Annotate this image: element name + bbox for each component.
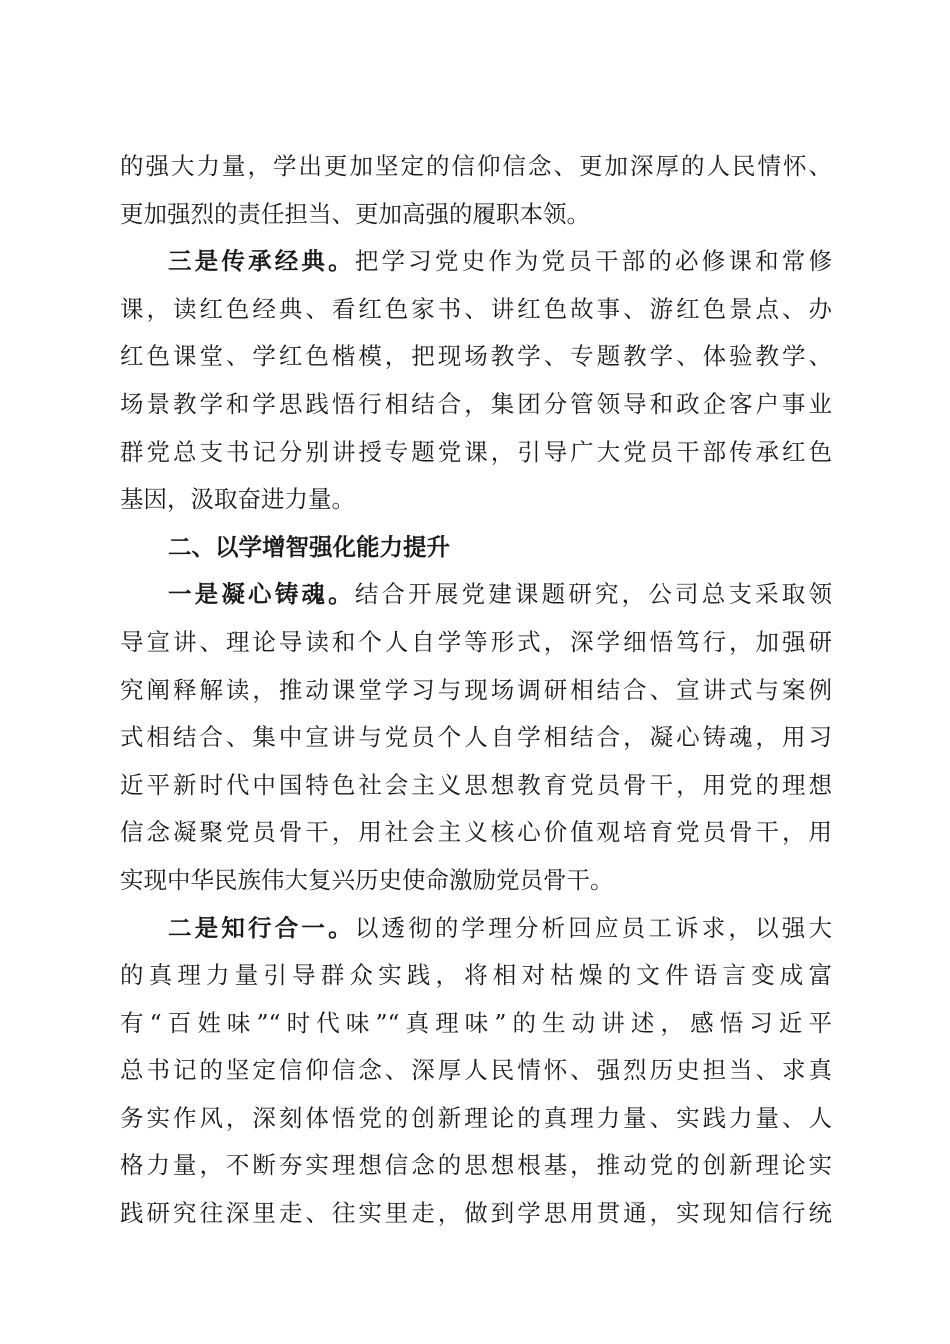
text-line: 更加强烈的责任担当、更加高强的履职本领。: [120, 199, 590, 228]
paragraph-cohesion: [120, 571, 832, 904]
text-line: 场景教学和学思践悟行相结合，集团分管领导和政企客户事业: [120, 389, 832, 418]
section-heading: 二、以学增智强化能力提升: [168, 532, 450, 561]
text-line: 红色课堂、学红色楷模，把现场教学、专题教学、体验教学、: [120, 342, 832, 371]
paragraph-first-line: [120, 905, 832, 953]
paragraph-first-line: [120, 571, 832, 619]
text-line: 格力量，不断夯实理想信念的思想根基，推动党的创新理论实: [120, 1151, 832, 1180]
text-line: 导宣讲、理论导读和个人自学等形式，深学细悟笃行，加强研: [120, 627, 832, 656]
document-page: [120, 143, 832, 1238]
paragraph-lead: 一是凝心铸魂。: [168, 580, 355, 609]
text-line: 究阐释解读，推动课堂学习与现场调研相结合、宣讲式与案例: [120, 675, 832, 704]
text-line: 课，读红色经典、看红色家书、讲红色故事、游红色景点、办: [120, 294, 832, 323]
text-line: 践研究往深里走、往实里走，做到学思用贯通，实现知信行统: [120, 1199, 832, 1228]
text-run: 以透彻的学理分析回应员工诉求，以强大: [354, 913, 832, 942]
paragraph-unity: [120, 905, 832, 1238]
text-line: 群党总支书记分别讲授专题党课，引导广大党员干部传承红色: [120, 437, 832, 466]
text-line: 有“百姓味”“时代味”“真理味”的生动讲述，感悟习近平: [120, 1008, 832, 1037]
paragraph-inherit-classics: [120, 238, 832, 524]
text-line: 实现中华民族伟大复兴历史使命激励党员骨干。: [120, 865, 614, 894]
paragraph-first-line: [120, 238, 832, 286]
paragraph-continuation: [120, 143, 832, 238]
text-line: 近平新时代中国特色社会主义思想教育党员骨干，用党的理想: [120, 770, 832, 799]
text-run: 结合开展党建课题研究，公司总支采取领: [354, 580, 832, 609]
text-line: 的强大力量，学出更加坚定的信仰信念、更加深厚的人民情怀、: [120, 152, 832, 180]
text-line: 信念凝聚党员骨干，用社会主义核心价值观培育党员骨干，用: [120, 818, 832, 847]
text-line: 总书记的坚定信仰信念、深厚人民情怀、强烈历史担当、求真: [120, 1056, 832, 1085]
text-line: 式相结合、集中宣讲与党员个人自学相结合，凝心铸魂，用习: [120, 723, 832, 752]
paragraph-lead: 三是传承经典。: [168, 247, 355, 276]
text-line: 基因，汲取奋进力量。: [120, 485, 355, 514]
text-line: 务实作风，深刻体悟党的创新理论的真理力量、实践力量、人: [120, 1103, 832, 1132]
paragraph-lead: 二是知行合一。: [168, 913, 355, 942]
text-line: 的真理力量引导群众实践，将相对枯燥的文件语言变成富: [120, 961, 832, 990]
text-run: 把学习党史作为党员干部的必修课和常修: [354, 247, 832, 276]
